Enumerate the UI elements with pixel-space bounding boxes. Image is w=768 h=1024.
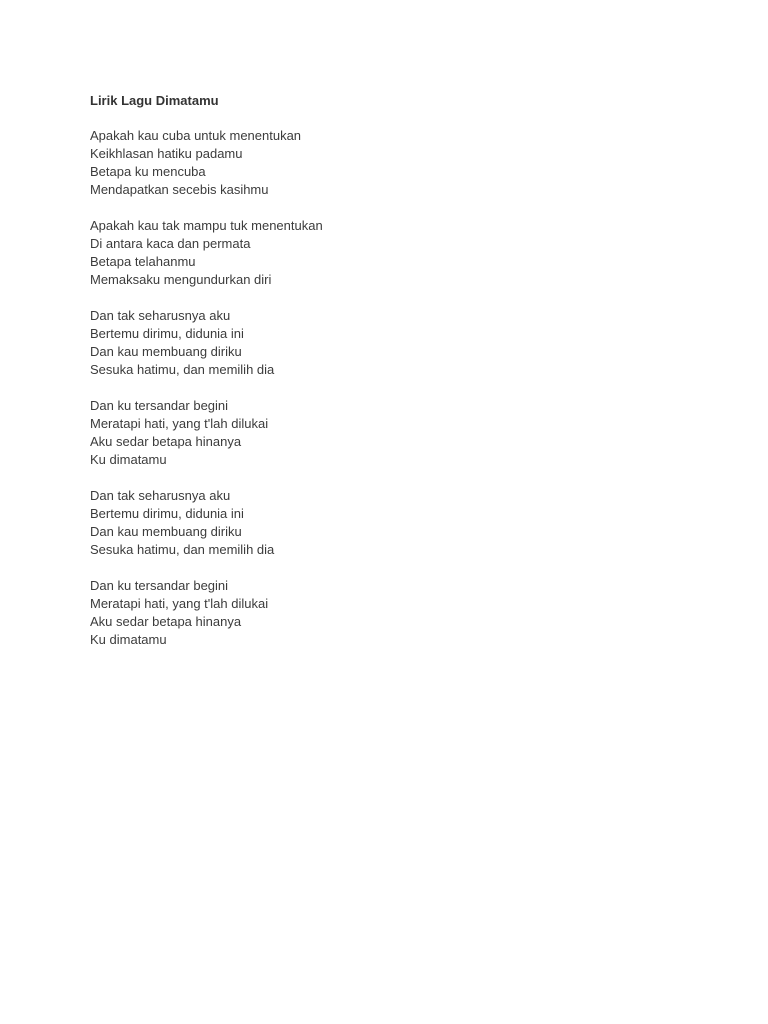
- lyric-line: Bertemu dirimu, didunia ini: [90, 506, 244, 521]
- stanza: [90, 307, 690, 379]
- lyric-line: Dan tak seharusnya aku: [90, 488, 231, 503]
- lyric-line: Dan tak seharusnya aku: [90, 308, 231, 323]
- lyric-line: Bertemu dirimu, didunia ini: [90, 326, 244, 341]
- stanza: [90, 127, 690, 199]
- lyric-line: Apakah kau tak mampu tuk menentukan: [90, 218, 323, 233]
- lyric-line: Apakah kau cuba untuk menentukan: [90, 128, 302, 143]
- lyric-line: Dan kau membuang diriku: [90, 524, 242, 539]
- lyric-line: Sesuka hatimu, dan memilih dia: [90, 362, 275, 377]
- lyric-line: Dan kau membuang diriku: [90, 344, 242, 359]
- lyric-line: Aku sedar betapa hinanya: [90, 434, 242, 449]
- document-title: Lirik Lagu Dimatamu: [90, 93, 219, 108]
- stanza: [90, 487, 690, 559]
- lyrics-content: [90, 92, 690, 667]
- lyric-line: Sesuka hatimu, dan memilih dia: [90, 542, 275, 557]
- lyric-line: Aku sedar betapa hinanya: [90, 614, 242, 629]
- lyric-line: Memaksaku mengundurkan diri: [90, 272, 272, 287]
- lyric-line: Mendapatkan secebis kasihmu: [90, 182, 269, 197]
- lyric-line: Dan ku tersandar begini: [90, 578, 229, 593]
- lyric-line: Dan ku tersandar begini: [90, 398, 229, 413]
- lyric-line: Ku dimatamu: [90, 632, 167, 647]
- lyric-line: Betapa ku mencuba: [90, 164, 206, 179]
- lyric-line: Keikhlasan hatiku padamu: [90, 146, 243, 161]
- lyric-line: Di antara kaca dan permata: [90, 236, 251, 251]
- stanza: [90, 577, 690, 649]
- lyric-line: Betapa telahanmu: [90, 254, 196, 269]
- lyric-line: Meratapi hati, yang t'lah dilukai: [90, 596, 269, 611]
- stanza: [90, 217, 690, 289]
- lyric-line: Meratapi hati, yang t'lah dilukai: [90, 416, 269, 431]
- lyric-line: Ku dimatamu: [90, 452, 167, 467]
- stanza: [90, 397, 690, 469]
